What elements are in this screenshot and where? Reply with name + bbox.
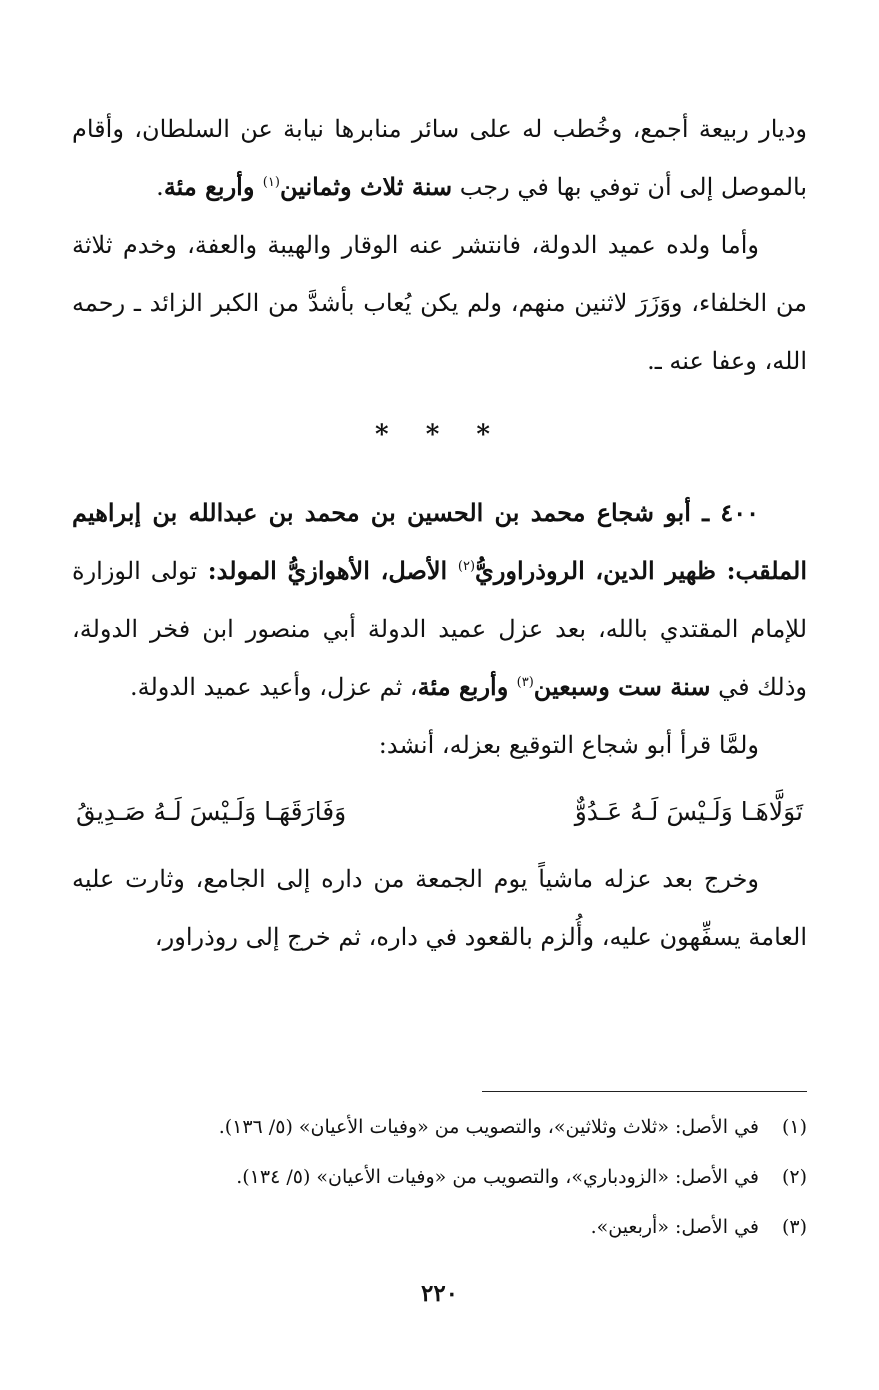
page-number: ٢٢٠ — [420, 1280, 459, 1307]
footnotes-section — [72, 1102, 807, 1252]
footnote-1 — [72, 1102, 807, 1152]
paragraph-amid-aldawla: وأما ولده عميد الدولة، فانتشر عنه الوقار والهيبة والعفة، وخدم ثلاثة من الخلفاء، ووَزَرَ لاثنين منهم، ولم يكن يُعاب بأشدَّ من الكبر الزائد ـ رحمه الله، وعفا عنه ـ. — [72, 231, 807, 375]
section-separator: * * * — [375, 420, 504, 450]
footnote-text: في الأصل: «ثلاث وثلاثين»، والتصويب من «وفيات الأعيان» (٥/ ١٣٦). — [218, 1116, 759, 1138]
footnote-divider — [482, 1091, 807, 1092]
footnote-text: في الأصل: «أربعين». — [590, 1216, 759, 1238]
entry-body-start: تولى الوزارة للإمام المقتدي بالله، بعد عزل عميد الدولة أبي منصور ابن فخر الدولة، وذلك في — [72, 557, 808, 701]
sentence-end: . — [156, 173, 164, 201]
continuation-line-1: وديار ربيعة أجمع، وخُطب له على سائر منابرها نيابة عن السلطان، وأقام — [72, 115, 807, 143]
paragraph-closing: وخرج بعد عزله ماشياً يوم الجمعة من داره إلى الجامع، وثارت عليه العامة يسفِّهون عليه، وأُلزم بالقعود في داره، ثم خرج إلى روذراور، — [72, 865, 807, 951]
footnote-number: (٣) — [781, 1216, 807, 1238]
footnote-ref-3[interactable]: (٣) — [516, 675, 534, 690]
entry-colon: : — [197, 556, 217, 585]
footnote-ref-2[interactable]: (٢) — [457, 559, 476, 574]
footnote-3 — [72, 1202, 807, 1252]
footnote-text: في الأصل: «الزودباري»، والتصويب من «وفيات الأعيان» (٥/ ١٣٤). — [236, 1166, 759, 1188]
footnote-number: (١) — [781, 1116, 807, 1138]
appointment-year: سنة ست وسبعين — [533, 672, 711, 701]
appointment-century: وأربع مئة — [417, 672, 517, 701]
paragraph-continuation — [72, 100, 807, 216]
footnote-ref-1[interactable]: (١) — [262, 175, 280, 190]
verse-second-hemistich: وَفَارَقَهَـا وَلَـيْسَ لَـهُ صَـدِيقُ — [76, 797, 347, 826]
recital-intro: ولمَّا قرأ أبو شجاع التوقيع بعزله، أنشد: — [378, 731, 759, 759]
continuation-line-2: بالموصل إلى أن توفي بها في رجب — [452, 173, 807, 201]
death-century: وأربع مئة — [163, 172, 263, 201]
footnote-number: (٢) — [781, 1166, 807, 1188]
poetry-verse — [72, 774, 807, 850]
entry-heading: ٤٠٠ ـ أبو شجاع محمد بن الحسين بن محمد بن عبدالله بن إبراهيم الملقب: ظهير الدين، الروذراوريُّ — [72, 498, 808, 585]
biography-entry-400 — [72, 484, 807, 716]
entry-heading-tail: الأصل، الأهوازيُّ المولد — [216, 556, 458, 585]
footnote-2 — [72, 1152, 807, 1202]
entry-body-end: ، ثم عزل، وأعيد عميد الدولة. — [129, 673, 418, 701]
death-year: سنة ثلاث وثمانين — [279, 172, 453, 201]
verse-first-hemistich: تَوَلَّاهَـا وَلَـيْسَ لَـهُ عَـدُوٌّ — [574, 797, 803, 826]
